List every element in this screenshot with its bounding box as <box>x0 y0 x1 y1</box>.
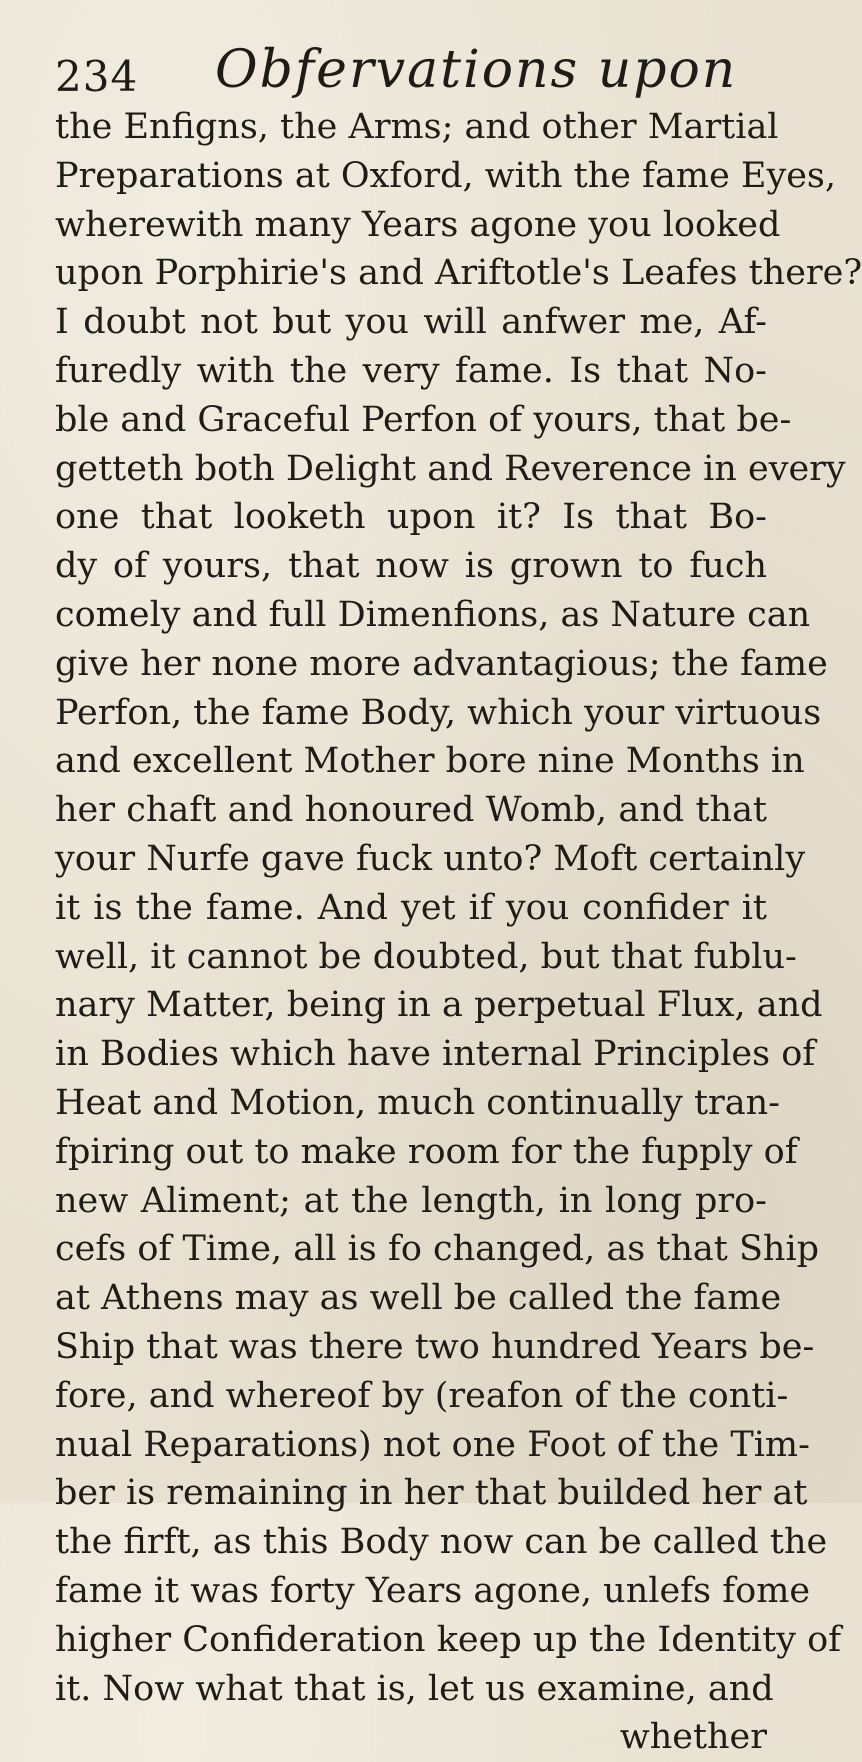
text-line: fore, and whereof by (reafon of the conti- <box>55 1375 789 1416</box>
text-line: nary Matter, being in a perpetual Flux, and <box>55 985 823 1026</box>
text-line: furedly with the very fame. Is that No- <box>55 350 767 391</box>
catchword: whether <box>619 1717 767 1758</box>
text-line: higher Confideration keep up the Identity of <box>55 1619 842 1660</box>
text-line: the Enfigns, the Arms; and other Martial <box>55 107 779 147</box>
text-line: fame it was forty Years agone, unlefs fome <box>55 1570 811 1611</box>
text-line: ble and Graceful Perfon of yours, that be- <box>55 399 792 440</box>
text-line: it. Now what that is, let us examine, and <box>55 1668 774 1709</box>
text-line: Heat and Motion, much continually tran- <box>55 1082 781 1123</box>
text-line: getteth both Delight and Reverence in every <box>55 448 846 489</box>
text-line: give her none more advantagious; the fame <box>55 643 828 684</box>
text-line: and excellent Mother bore nine Months in <box>55 741 805 782</box>
text-line: I doubt not but you will anfwer me, Af- <box>55 302 767 343</box>
body-text <box>55 103 862 1762</box>
text-line: it is the fame. And yet if you confider it <box>55 887 767 928</box>
text-line: upon Porphirie's and Ariftotle's Leafes there? <box>55 253 862 294</box>
text-line: Perfon, the fame Body, which your virtuous <box>55 692 822 733</box>
page-number: 234 <box>55 52 139 101</box>
text-line: dy of yours, that now is grown to fuch <box>55 546 767 587</box>
text-line: cefs of Time, all is fo changed, as that Ship <box>55 1229 820 1270</box>
text-line: in Bodies which have internal Principles of <box>55 1034 816 1075</box>
running-head: Obfervations upon <box>215 40 738 100</box>
text-line: her chaft and honoured Womb, and that <box>55 790 767 831</box>
text-line: nual Reparations) not one Foot of the Tim- <box>55 1424 810 1465</box>
text-line: your Nurfe gave fuck unto? Moft certainly <box>55 838 806 879</box>
text-line: one that looketh upon it? Is that Bo- <box>55 497 767 538</box>
text-line: Preparations at Oxford, with the fame Eyes, <box>55 155 837 196</box>
text-line: fpiring out to make room for the fupply of <box>55 1131 798 1172</box>
text-line: new Aliment; at the length, in long pro- <box>55 1180 767 1221</box>
text-line: comely and full Dimenfions, as Nature can <box>55 594 811 635</box>
text-line: the firft, as this Body now can be called the <box>55 1522 828 1563</box>
text-line: Ship that was there two hundred Years be- <box>55 1326 815 1367</box>
text-line: well, it cannot be doubted, but that fublu- <box>55 936 797 977</box>
text-line: wherewith many Years agone you looked <box>55 204 781 245</box>
text-line: at Athens may as well be called the fame <box>55 1278 782 1319</box>
text-line: ber is remaining in her that builded her at <box>55 1473 808 1514</box>
